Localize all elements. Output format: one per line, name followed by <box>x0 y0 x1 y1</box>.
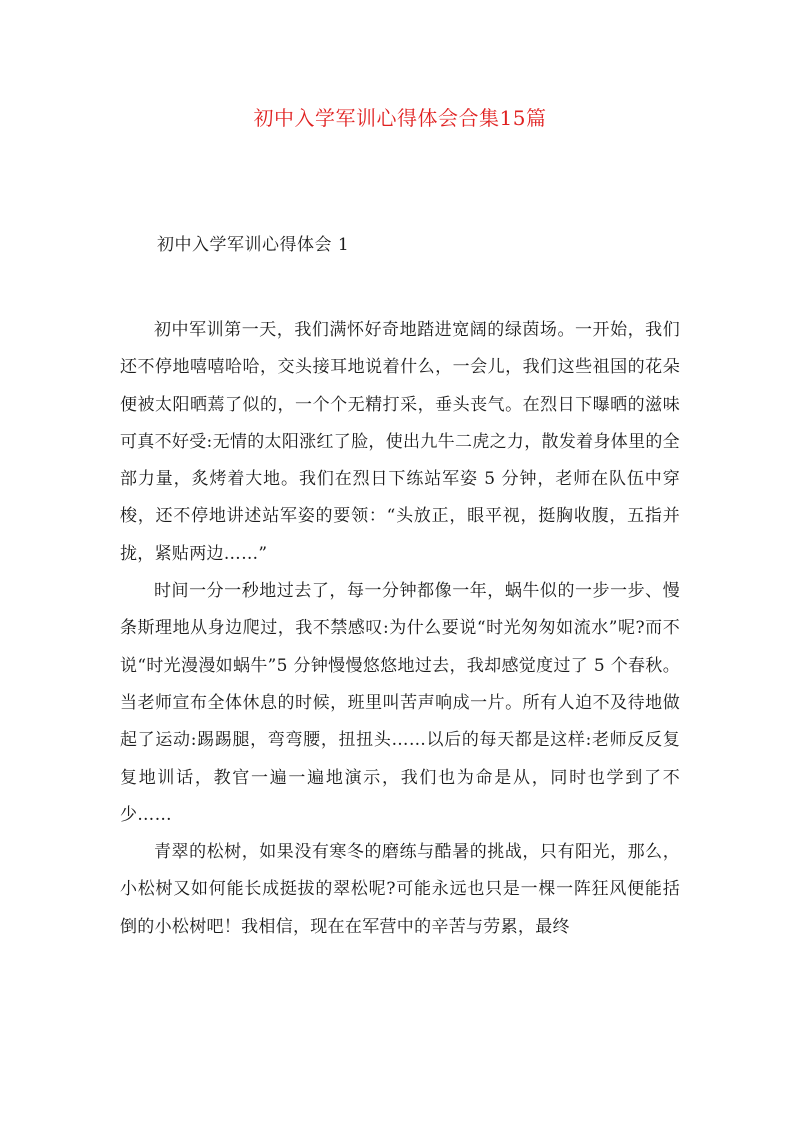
section-heading: 初中入学军训心得体会 1 <box>157 235 350 255</box>
paragraph: 青翠的松树，如果没有寒冬的磨练与酷暑的挑战，只有阳光，那么，小松树又如何能长成挺拔的翠松呢?可能永远也只是一棵一阵狂风便能括倒的小松树吧！我相信，现在在军营中的辛苦与劳累，最终 <box>120 842 680 937</box>
document-body <box>120 312 680 946</box>
paragraph: 时间一分一秒地过去了，每一分钟都像一年，蜗牛似的一步一步、慢条斯理地从身边爬过，我不禁感叹:为什么要说“时光匆匆如流水”呢?而不说“时光漫漫如蜗牛”5 分钟慢慢悠悠地过去，我却感觉度过了 5 个春秋。当老师宣布全体休息的时候，班里叫苦声响成一片。所有人迫不及待地做起了运动:踢踢腿，弯弯腰，扭扭头……以后的每天都是这样:老师反反复复地训话，教官一遍一遍地演示，我们也为命是从，同时也学到了不少…… <box>120 581 680 825</box>
paragraph: 初中军训第一天，我们满怀好奇地踏进宽阔的绿茵场。一开始，我们还不停地嘻嘻哈哈，交头接耳地说着什么，一会儿，我们这些祖国的花朵便被太阳晒蔫了似的，一个个无精打采，垂头丧气。在烈日下曝晒的滋味可真不好受:无情的太阳涨红了脸，使出九牛二虎之力，散发着身体里的全部力量，炙烤着大地。我们在烈日下练站军姿 5 分钟，老师在队伍中穿梭，还不停地讲述站军姿的要领：“头放正，眼平视，挺胸收腹，五指并拢，紧贴两边……” <box>120 320 680 564</box>
document-title: 初中入学军训心得体会合集15篇 <box>253 106 547 130</box>
